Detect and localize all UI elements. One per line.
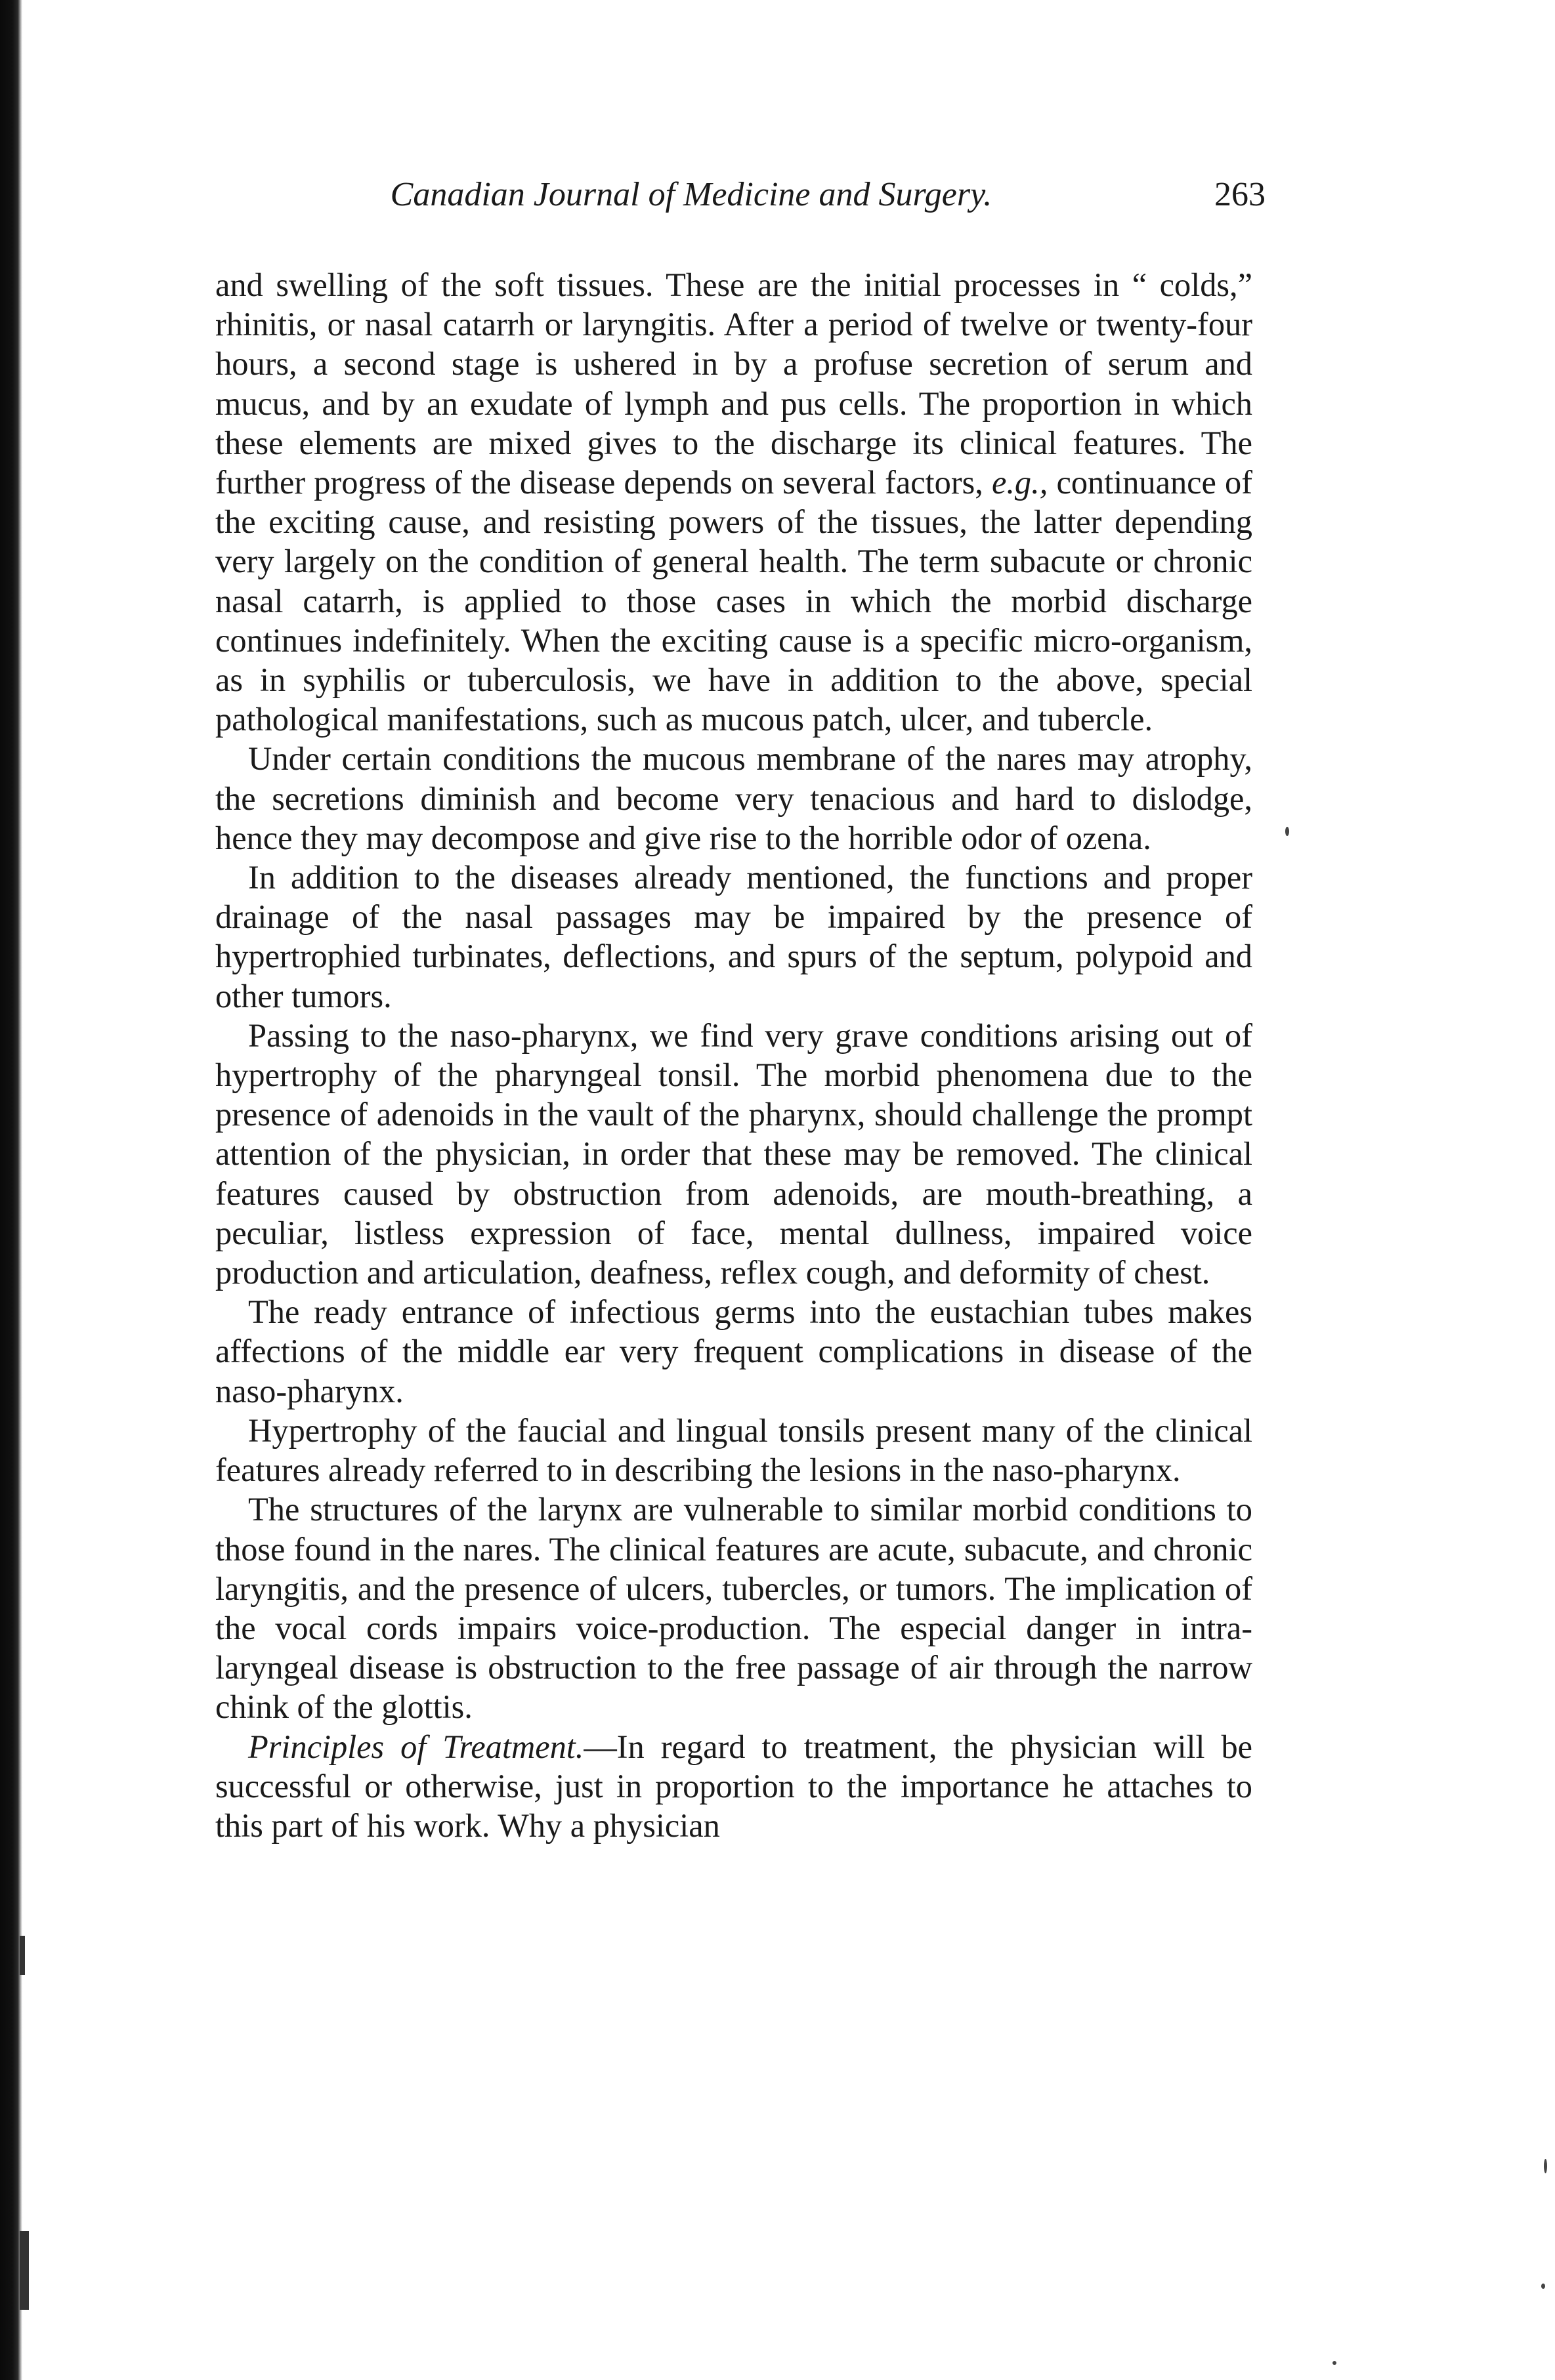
paragraph-text: The ready entrance of infectious germs into the eustachian tubes makes affections of the middle ear very frequent complications in disease of the naso-pharynx.: [215, 1293, 1252, 1409]
paragraph-2: [215, 739, 1252, 858]
scan-speck: [1544, 2159, 1547, 2173]
paragraph-7: [215, 1490, 1252, 1726]
paragraph-8: [215, 1727, 1252, 1846]
scan-speck: [1332, 2361, 1336, 2365]
binding-speckle: [20, 2231, 29, 2310]
paragraph-text: Hypertrophy of the faucial and lingual tonsils present many of the clinical features already referred to in describing the lesions in the naso-pharynx.: [215, 1411, 1252, 1489]
emphasis-text: e.g.,: [991, 464, 1048, 501]
paragraph-text: The structures of the larynx are vulnerable to similar morbid conditions to those found in the nares. The clinical features are acute, subacute, and chronic laryngitis, and the presence of ulcers, tubercles, or tumors. The implication of the vocal cords impairs voice-production. The especial danger in intra-laryngeal disease is obstruction to the free passage of air through the narrow chink of the glottis.: [215, 1491, 1252, 1726]
paragraph-text: continuance of the exciting cause, and resisting powers of the tissues, the latter depending very largely on the condition of general health. The term subacute or chronic nasal catarrh, is applied to those cases in which the morbid discharge continues indefinitely. When the exciting cause is a specific micro-organism, as in syphilis or tuberculosis, we have in addition to the above, special pathological manifestations, such as mucous patch, ulcer, and tubercle.: [215, 464, 1252, 738]
paragraph-6: [215, 1411, 1252, 1490]
binding-speckle: [20, 1936, 25, 1975]
paragraph-5: [215, 1292, 1252, 1411]
journal-title: Canadian Journal of Medicine and Surgery.: [390, 176, 992, 213]
paragraph-text: and swelling of the soft tissues. These are the initial processes in “ colds,” rhinitis, or nasal catarrh or laryngitis. After a period of twelve or twenty-four hours, a second stage is ushered in by a profuse secretion of serum and mucus, and by an exudate of lymph and pus cells. The proportion in which these elements are mixed gives to the discharge its clinical features. The further progress of the disease depends on several factors,: [215, 266, 1252, 501]
scan-speck: [1541, 2284, 1545, 2289]
section-heading: Principles of Treatment.: [248, 1728, 584, 1765]
paragraph-text: Under certain conditions the mucous membrane of the nares may atrophy, the secretions diminish and become very tenacious and hard to dislodge, hence they may decompose and give rise to the horrible odor of ozena.: [215, 740, 1252, 856]
page-binding-edge: [0, 0, 22, 2380]
body-text: [215, 265, 1252, 1845]
paragraph-1: [215, 265, 1252, 739]
paragraph-text: In addition to the diseases already mentioned, the functions and proper drainage of the nasal passages may be impaired by the presence of hypertrophied turbinates, deflections, and spurs of the septum, polypoid and other tumors.: [215, 859, 1252, 1014]
page-number: 263: [1214, 176, 1266, 213]
paragraph-text: Passing to the naso-pharynx, we find very grave conditions arising out of hypertrophy of the pharyngeal tonsil. The morbid phenomena due to the presence of adenoids in the vault of the pharynx, should challenge the prompt attention of the physician, in order that these may be removed. The clinical features caused by obstruction from adenoids, are mouth-breathing, a peculiar, listless expression of face, mental dullness, impaired voice production and articulation, deafness, reflex cough, and deformity of chest.: [215, 1016, 1252, 1291]
paragraph-4: [215, 1016, 1252, 1292]
scan-speck: [1285, 827, 1289, 836]
document-page: [215, 172, 1266, 1845]
paragraph-3: [215, 858, 1252, 1016]
running-head: [215, 172, 1266, 235]
paragraph-text: —In regard to treatment, the physician will be successful or otherwise, just in proportion to the importance he attaches to this part of his work. Why a physician: [215, 1728, 1253, 1844]
